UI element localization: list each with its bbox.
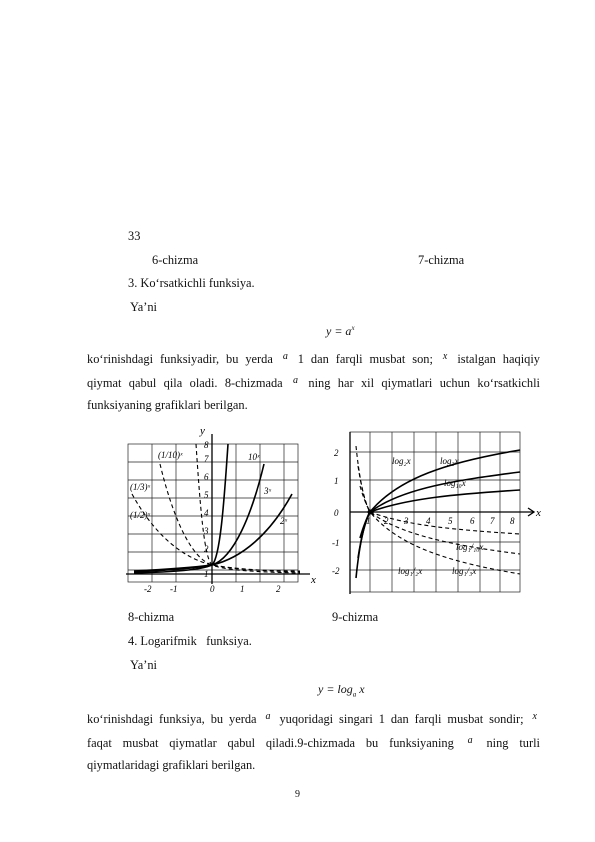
- tick-label: 1: [334, 476, 339, 486]
- tick-label: 3: [204, 526, 209, 536]
- x-axis-label: x: [536, 507, 541, 519]
- section-4-paragraph: [87, 706, 540, 776]
- caption-9-chizma: 9-chizma: [332, 610, 379, 624]
- curve-label: log₁/₂x: [398, 566, 423, 576]
- tick-label: -2: [144, 584, 152, 594]
- text-run: ning har xil qiymatlari uchun ko‘rsatkichli: [308, 376, 540, 390]
- text-run: ko‘rinishdagi funksiya, bu yerda: [87, 712, 257, 726]
- tick-label: -1: [170, 584, 178, 594]
- figure-9-dashed-curves: [356, 446, 520, 574]
- figure-8-grid: [128, 444, 298, 582]
- variable-a: a: [265, 711, 271, 722]
- text-run: faqat musbat qiymatlar qabul qiladi.9-chizmada bu funksiyaning: [87, 736, 454, 750]
- tick-label: 1: [366, 516, 371, 526]
- formula-logarithmic: $y = \log_a x$: [318, 682, 365, 699]
- tick-label: 1: [240, 584, 245, 594]
- page-number: 9: [295, 789, 300, 800]
- tick-label: 1: [204, 569, 209, 579]
- text-run: ko‘rinishdagi funksiyadir, bu yerda: [87, 352, 273, 366]
- tick-label: -1: [332, 538, 340, 548]
- tick-label: 5: [448, 516, 453, 526]
- variable-x: x: [442, 351, 448, 362]
- curve-log-tenth: [360, 486, 520, 534]
- curve-label: log₁₀x: [444, 478, 466, 488]
- caption-6-chizma: 6-chizma: [152, 253, 199, 267]
- curve-label: 3ˣ: [264, 486, 272, 496]
- section-3-yani: Ya’ni: [130, 300, 157, 314]
- tick-label: 7: [490, 516, 495, 526]
- text-run: ning turli: [486, 736, 540, 750]
- variable-a: a: [467, 735, 473, 746]
- tick-label: 6: [470, 516, 475, 526]
- tick-label: 5: [204, 490, 209, 500]
- tick-label: -2: [332, 566, 340, 576]
- y-axis-label: y: [200, 425, 205, 437]
- curve-10x: [134, 444, 228, 573]
- tick-label: 8: [510, 516, 515, 526]
- curve-label: log₃x: [440, 456, 459, 466]
- curve-label: (1/10)ˣ: [158, 450, 183, 460]
- paragraph-line: qiymatlaridagi grafiklari berilgan.: [87, 758, 256, 772]
- text-run: istalgan haqiqiy: [457, 352, 540, 366]
- curve-label: 2ˣ: [280, 516, 288, 526]
- text-run: qiymat qabul qila oladi. 8-chizmada: [87, 376, 283, 390]
- paragraph-line: [87, 730, 540, 754]
- variable-x: x: [532, 711, 537, 722]
- tick-label: 2: [276, 584, 281, 594]
- tick-label: 4: [204, 508, 209, 518]
- formula-exponential: $y = a^x$: [326, 324, 355, 338]
- section-3-paragraph: [87, 346, 540, 416]
- common-point: [368, 510, 373, 515]
- tick-label: 8: [204, 440, 209, 450]
- section-3-heading: 3. Ko‘rsatkichli funksiya.: [128, 276, 255, 290]
- curve-log-third: [358, 466, 520, 554]
- curve-log3: [358, 472, 520, 558]
- tick-label: 0: [210, 584, 215, 594]
- tick-label: 0: [334, 508, 339, 518]
- curve-label: log₂x: [392, 456, 411, 466]
- text-run: yuqoridagi singari 1 dan farqli musbat sondir;: [279, 712, 524, 726]
- figure-9-curves: [356, 450, 520, 578]
- figure-8-exponential-graphs: [124, 424, 320, 596]
- curve-log2: [356, 450, 520, 578]
- curve-label: log₁/₃x: [452, 566, 477, 576]
- page-reference-number: 33: [128, 229, 141, 243]
- curve-2x: [134, 494, 292, 571]
- tick-label: 2: [334, 448, 339, 458]
- text-run: 1 dan farqli musbat son;: [297, 352, 433, 366]
- caption-8-chizma: 8-chizma: [128, 610, 175, 624]
- curve-label: log₁/₁₀x: [456, 542, 484, 552]
- tick-label: 2: [204, 544, 209, 554]
- paragraph-line: funksiyaning grafiklari berilgan.: [87, 398, 248, 412]
- tick-label: 2: [384, 516, 389, 526]
- paragraph-line: [87, 370, 540, 394]
- curve-label: 10ˣ: [248, 452, 260, 462]
- paragraph-line: [87, 706, 540, 730]
- tick-label: 6: [204, 472, 209, 482]
- figure-9-logarithmic-graphs: [328, 428, 550, 598]
- tick-label: 4: [426, 516, 431, 526]
- tick-label: 7: [204, 454, 209, 464]
- caption-7-chizma: 7-chizma: [418, 253, 465, 267]
- paragraph-line: [87, 346, 540, 370]
- tick-label: 3: [404, 516, 409, 526]
- curve-half-x: [132, 494, 300, 571]
- variable-a: a: [282, 351, 288, 362]
- curve-label: (1/3)ˣ: [130, 482, 151, 492]
- figure-8-curves: [134, 444, 292, 573]
- variable-a: a: [293, 375, 299, 386]
- curve-label: (1/2)ˣ: [130, 510, 151, 520]
- section-4-yani: Ya’ni: [130, 658, 157, 672]
- section-4-heading: 4. Logarifmik funksiya.: [128, 634, 252, 648]
- curve-log-half: [356, 446, 520, 574]
- x-axis-label: x: [311, 574, 316, 586]
